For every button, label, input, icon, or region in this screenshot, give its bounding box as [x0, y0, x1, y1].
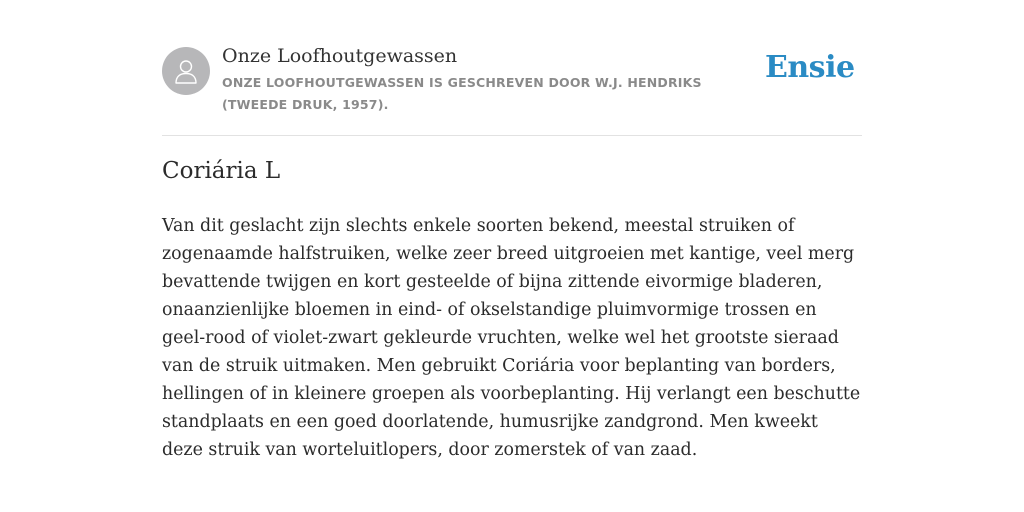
entry-title: Coriária L — [162, 158, 281, 184]
user-icon — [171, 56, 201, 86]
source-avatar[interactable] — [162, 47, 210, 95]
source-title[interactable]: Onze Loofhoutgewassen — [222, 45, 458, 67]
brand-logo[interactable]: Ensie — [765, 50, 855, 85]
entry-body: Van dit geslacht zijn slechts enkele soorten bekend, meestal struiken of zogenaamde halfstruiken, welke zeer breed uitgroeien met kantige, veel merg bevattende twijgen en kort gesteelde of bijna zittende eivormige bladeren, onaanzienlijke bloemen in eind- of okselstandige pluimvormige trossen en geel-rood of violet-zwart gekleurde vruchten, welke wel het grootste sieraad van de struik uitmaken. Men gebruikt Coriária voor beplanting van borders, hellingen of in kleinere groepen als voorbeplanting. Hij verlangt een beschutte standplaats en een goed doorlatende, humusrijke zandgrond. Men kweekt deze struik van worteluitlopers, door zomerstek of van zaad. — [162, 216, 861, 460]
header-divider — [162, 135, 862, 136]
source-description: ONZE LOOFHOUTGEWASSEN IS GESCHREVEN DOOR W.J. HENDRIKS (TWEEDE DRUK, 1957). — [222, 75, 702, 112]
